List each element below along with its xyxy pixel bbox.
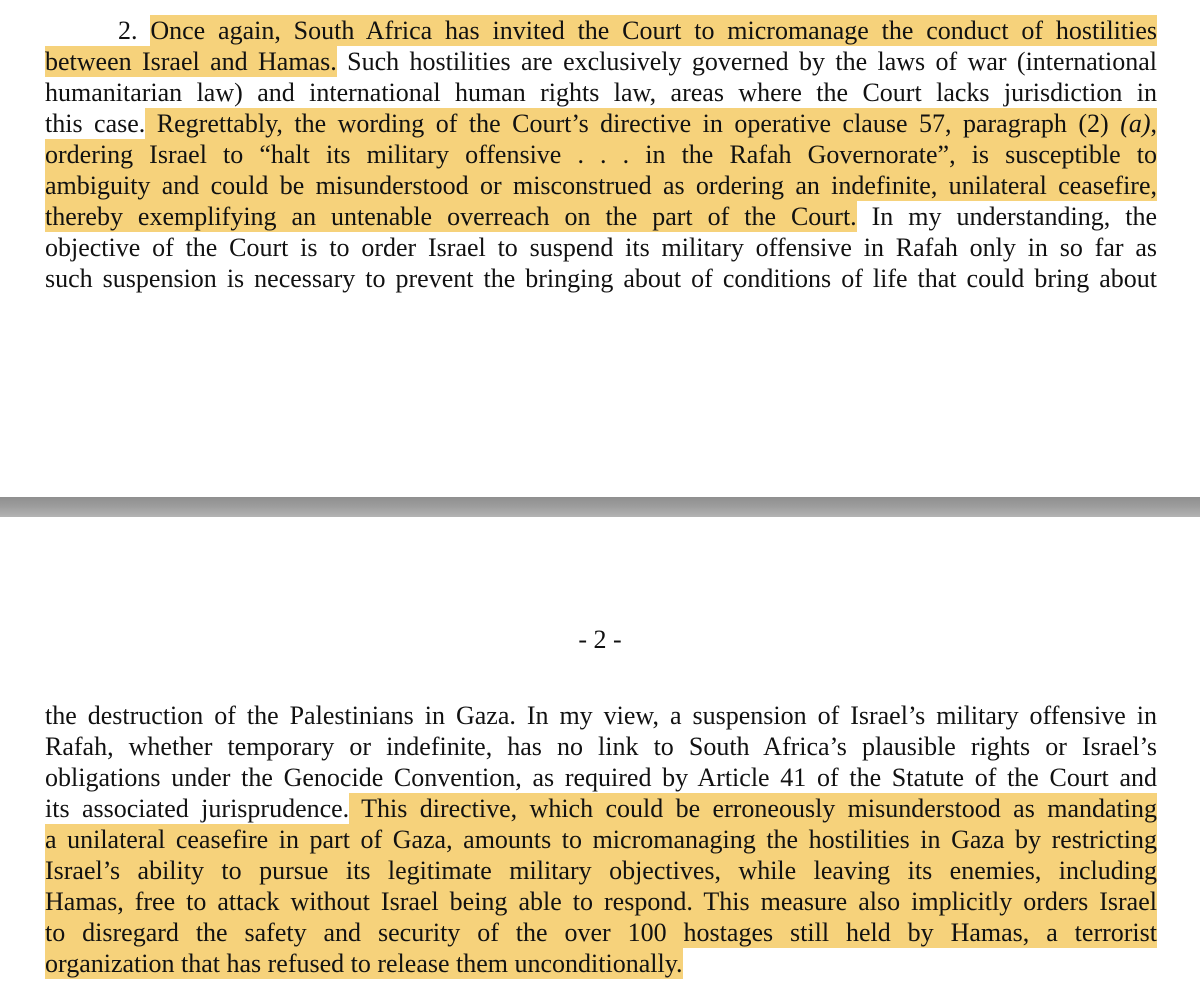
highlighted-text: Israel’s ability to pursue its legitimate military objectives, while leaving its enemies, including [45, 856, 1157, 885]
paragraph-line [45, 731, 1157, 762]
paragraph-line [45, 886, 1157, 917]
paragraph-text: this case. [45, 109, 146, 138]
paragraph-line [45, 762, 1157, 793]
paragraph-text: Rafah, whether temporary or indefinite, has no link to South Africa’s plausible rights or Israel’s [45, 732, 1157, 761]
highlighted-text: a unilateral ceasefire in part of Gaza, amounts to micromanaging the hostilities in Gaza by restricting [45, 825, 1157, 854]
paragraph-text: Such hostilities are exclusively governed by the laws of war (international [336, 47, 1157, 76]
page-number: - 2 - [578, 625, 622, 654]
highlighted-text: (a) [1120, 109, 1151, 138]
paragraph-line [45, 139, 1157, 170]
highlighted-text: to disregard the safety and security of the over 100 hostages still held by Hamas, a terrorist [45, 918, 1157, 947]
paragraph-line [118, 15, 1157, 46]
paragraph-line [45, 917, 1157, 948]
document-page-lower [0, 517, 1200, 1005]
paragraph-line [45, 232, 1157, 263]
highlighted-text: Once again, South Africa has invited the Court to micromanage the conduct of hostilities [150, 16, 1158, 45]
paragraph-line [45, 263, 1157, 294]
paragraph-line [45, 201, 1157, 232]
highlighted-text: ambiguity and could be misunderstood or misconstrued as ordering an indefinite, unilateral ceasefire, [45, 171, 1157, 200]
paragraph-number: 2. [118, 16, 138, 45]
paragraph-text: its associated jurisprudence. [45, 794, 350, 823]
paragraph-text: such suspension is necessary to prevent the bringing about of conditions of life that could bring about [45, 264, 1157, 293]
paragraph-line [45, 824, 1157, 855]
highlighted-text: Hamas, free to attack without Israel being able to respond. This measure also implicitly orders Israel [45, 887, 1157, 916]
paragraph-line [45, 46, 1157, 77]
paragraph-line [45, 855, 1157, 886]
paragraph-line [45, 700, 1157, 731]
paragraph-line [45, 108, 1157, 139]
paragraph-line [45, 170, 1157, 201]
highlighted-text: Regrettably, the wording of the Court’s directive in operative clause 57, paragraph (2) [145, 109, 1121, 138]
document-page-upper [0, 0, 1200, 497]
page-break-divider [0, 497, 1200, 517]
paragraph-text: objective of the Court is to order Israel to suspend its military offensive in Rafah only in so far as [45, 233, 1157, 262]
paragraph-line [45, 793, 1157, 824]
highlighted-text: organization that has refused to release them unconditionally. [45, 949, 683, 978]
paragraph-line [45, 948, 1157, 979]
highlighted-text: thereby exemplifying an untenable overreach on the part of the Court. [45, 202, 857, 231]
highlighted-text: , [1150, 109, 1158, 138]
paragraph-text: obligations under the Genocide Convention, as required by Article 41 of the Statute of the Court and [45, 763, 1157, 792]
paragraph-text: In my understanding, the [856, 202, 1158, 231]
highlighted-text: This directive, which could be erroneously misunderstood as mandating [349, 794, 1157, 823]
highlighted-text: between Israel and Hamas. [45, 47, 337, 76]
highlighted-text: ordering Israel to “halt its military offensive . . . in the Rafah Governorate”, is susceptible to [45, 140, 1157, 169]
paragraph-text: the destruction of the Palestinians in Gaza. In my view, a suspension of Israel’s military offensive in [45, 701, 1157, 730]
paragraph-text: humanitarian law) and international human rights law, areas where the Court lacks jurisdiction in [45, 78, 1157, 107]
paragraph-line [45, 77, 1157, 108]
